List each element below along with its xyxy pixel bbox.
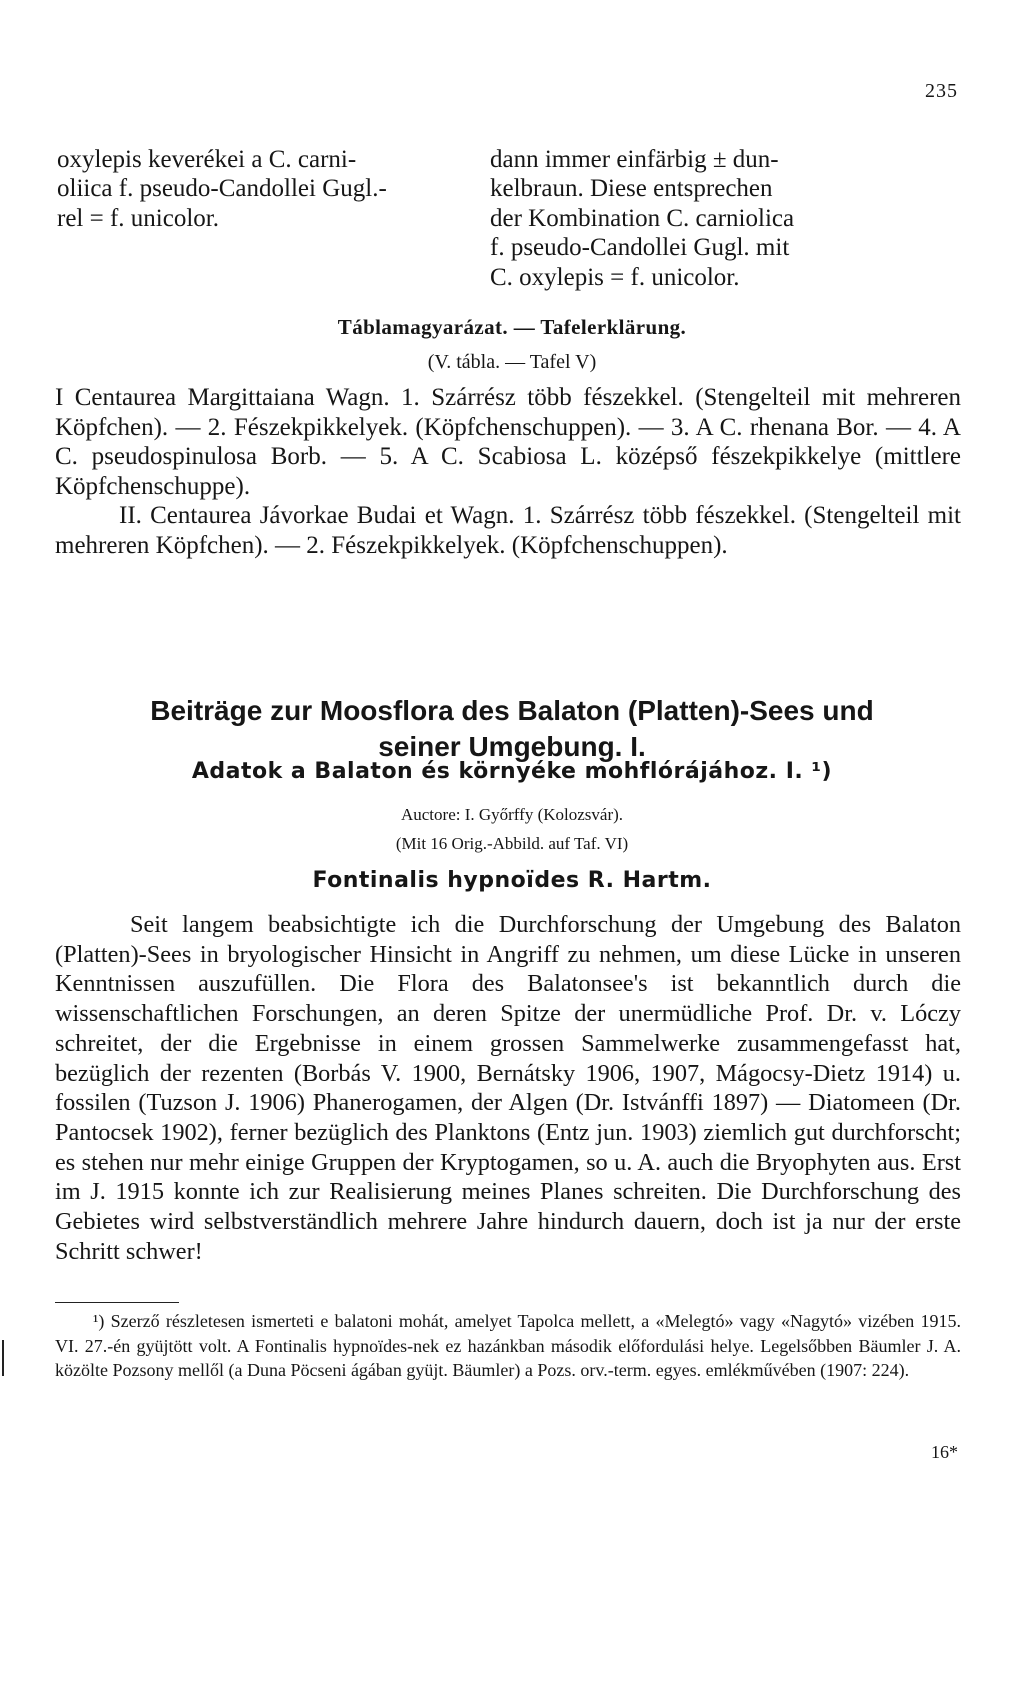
intro-two-column [57,145,961,291]
species-heading: Fontinalis hypnoïdes R. Hartm. [312,868,712,893]
figures-note: (Mit 16 Orig.-Abbild. auf Taf. VI) [395,834,629,853]
caption-plate-i: I Centaurea Margittaiana Wagn. 1. Szárrész több fészekkel. (Stengelteil mit mehreren Köpfchen). — 2. Fészekpikkelyek. (Köpfchenschuppen). — 3. A C. rhenana Bor. — 4. A C. pseudospinulosa Borb. — 5. A C. Scabiosa L. középső fészekpikkelye (mittlere Köpfchenschuppe). [55,384,961,500]
plate-captions [55,383,961,560]
article-body: Seit langem beabsichtigte ich die Durchforschung der Umgebung des Balaton (Platten)-Sees in bryologischer Hinsicht in Angriff zu nehmen, um diese Lücke in unseren Kenntnissen auszufüllen. Die Flora des Balatonsee's ist bekanntlich durch die wissenschaftlichen Forschungen, an deren Spitze der unermüdliche Prof. Dr. v. Lóczy schreitet, der die Ergebnisse in einem grossen Sammelwerke zusammengefasst hat, bezüglich der rezenten (Borbás V. 1900, Bernátsky 1906, 1907, Mágocsy-Dietz 1914) u. fossilen (Tuzson J. 1906) Phanerogamen, der Algen (Dr. Istvánffi 1897) — Diatomeen (Dr. Pantocsek 1902), ferner bezüglich des Planktons (Entz jun. 1903) ziemlich gut durchforscht; es stehen nur mehr einige Gruppen der Kryptogamen, so u. A. auch die Bryophyten aus. Erst im J. 1915 konnte ich zur Realisierung meines Planes schreiten. Die Durchforschung des Gebietes wird selbstverständlich mehrere Jahre hindurch dauern, doch ist ja nur der erste Schritt schwer! [55,911,961,1265]
page-number: 235 [925,80,958,102]
article-title-line-2: seiner Umgebung. I. [378,731,646,762]
author-line: Auctore: I. Győrffy (Kolozsvár). [400,805,624,824]
plate-explanation-heading: Táblamagyarázat. — Tafelerklärung. [337,315,687,339]
article-subtitle: Adatok a Balaton és környéke mohflórájához. I. ¹) [191,759,833,784]
article-title-line-1: Beiträge zur Moosflora des Balaton (Platten)-Sees und [150,695,874,726]
margin-mark [2,1340,4,1376]
caption-plate-ii: II. Centaurea Jávorkae Budai et Wagn. 1. Szárrész több fészekkel. (Stengelteil mit mehreren Köpfchen). — 2. Fészekpikkelyek. (Köpfchenschuppen). [55,502,961,559]
footnote-rule [55,1302,179,1303]
footnote: ¹) Szerző részletesen ismerteti e balatoni mohát, amelyet Tapolca mellett, a «Melegtó» vagy «Nagytó» vizében 1915. VI. 27.-én gyüjtött volt. A Fontinalis hypnoïdes-nek ez hazánkban második előfordulási helye. Legelsőbben Bäumler J. A. közölte Pozsony mellől (a Duna Pöcseni ágában gyüjt. Bäumler) a Pozs. orv.-term. egyes. emlékművében (1907: 224). [55,1311,961,1380]
intro-left-column: oxylepis keverékei a C. carni- oliica f. pseudo-Candollei Gugl.- rel = f. unicolor. [57,146,387,232]
signature-mark: 16* [931,1442,958,1462]
article-title [0,693,1024,765]
intro-right-column: dann immer einfärbig ± dun- kelbraun. Diese entsprechen der Kombination C. carniolica f. pseudo-Candollei Gugl. mit C. oxylepis = f. unicolor. [490,146,795,291]
plate-number: (V. tábla. — Tafel V) [427,351,597,373]
